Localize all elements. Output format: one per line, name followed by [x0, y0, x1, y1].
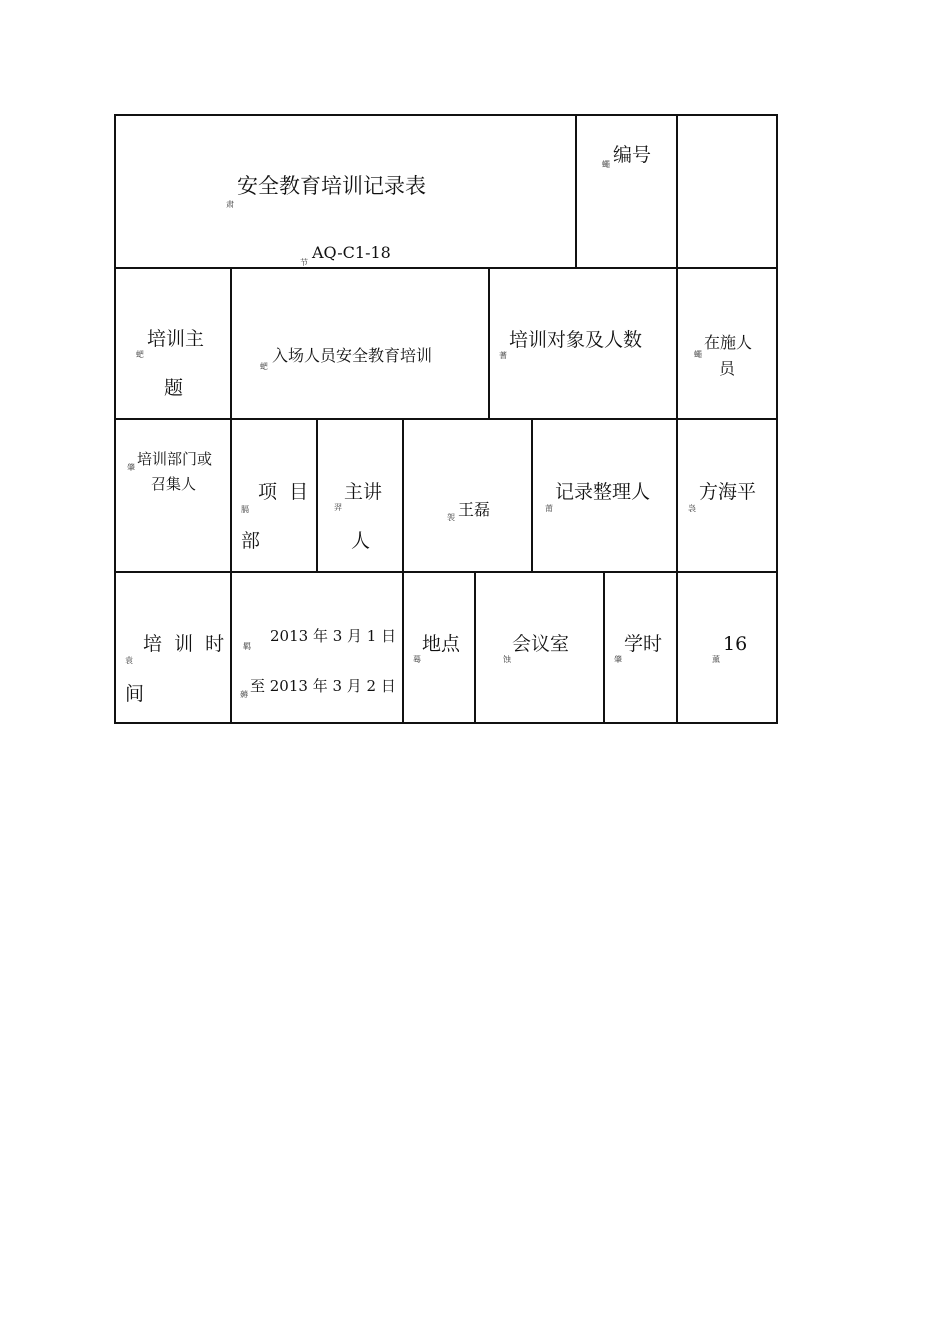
lecturer-label-cell: [316, 418, 404, 573]
time-label-line1: 培 训 时: [143, 633, 225, 655]
topic-label-cell: [114, 267, 232, 420]
recorder-mark: 莆: [545, 504, 553, 513]
hours-label: 学时: [624, 633, 663, 655]
time-value-cell: [230, 571, 404, 724]
target-mark: 蓍: [499, 351, 507, 360]
number-mark: 蠅: [602, 160, 610, 169]
topic-mark: 蚆: [136, 350, 144, 359]
topic-label-line1: 培训主: [147, 328, 205, 350]
topic-value-cell: [230, 267, 490, 420]
code-mark: 节: [300, 258, 308, 267]
lecturer-mark: 羿: [334, 503, 342, 512]
lecturer-label-line1: 主讲: [344, 481, 383, 503]
topic-label-line2: 题: [164, 377, 184, 399]
time-value-line1: 2013 年 3 月 1 日: [270, 627, 397, 645]
hours-label-cell: [603, 571, 678, 724]
time-label-cell: [114, 571, 232, 724]
hours-value-cell: [676, 571, 778, 724]
dept-label-cell: [114, 418, 232, 573]
target-value-line2: 员: [719, 359, 736, 378]
target-label-cell: [488, 267, 678, 420]
dept-value-mark: 膈: [241, 505, 249, 514]
hours-value-mark: 薰: [712, 655, 720, 664]
form-title: 安全教育培训记录表: [237, 174, 426, 198]
hours-value: 16: [723, 633, 748, 655]
place-value: 会议室: [512, 633, 570, 655]
recorder-label: 记录整理人: [555, 481, 651, 503]
recorder-value: 方海平: [699, 481, 757, 503]
number-label-cell: [575, 114, 678, 269]
time-mark: 袁: [125, 656, 133, 665]
lecturer-value: 王磊: [458, 500, 491, 519]
recorder-value-cell: [676, 418, 778, 573]
dept-mark: 肇: [127, 463, 135, 472]
place-label-cell: [402, 571, 476, 724]
place-value-cell: [474, 571, 605, 724]
lecturer-value-mark: 袈: [447, 513, 455, 522]
number-value-cell: [676, 114, 778, 269]
topic-value: 入场人员安全教育培训: [272, 346, 433, 365]
form-code: AQ-C1-18: [312, 243, 391, 262]
place-value-mark: 蚀: [503, 655, 511, 664]
topic-value-mark: 蚆: [260, 362, 268, 371]
time-value-line1-mark: 羁: [243, 642, 251, 651]
time-value-line2-mark: 薅: [240, 690, 248, 699]
dept-value-cell: [230, 418, 318, 573]
time-value-line2: 至 2013 年 3 月 2 日: [250, 677, 396, 695]
target-value-cell: [676, 267, 778, 420]
number-label: 编号: [613, 144, 652, 166]
lecturer-label-line2: 人: [351, 530, 371, 552]
target-value-mark: 蠅: [694, 350, 702, 359]
time-label-line2: 间: [125, 683, 145, 705]
lecturer-value-cell: [402, 418, 533, 573]
dept-label-line2: 召集人: [151, 475, 197, 493]
target-label: 培训对象及人数: [509, 329, 643, 351]
dept-value-line2: 部: [241, 530, 261, 552]
hours-mark: 肇: [614, 655, 622, 664]
target-value-line1: 在施人: [704, 333, 753, 352]
title-cell: [114, 114, 577, 269]
recorder-label-cell: [531, 418, 678, 573]
dept-value-line1: 项 目: [258, 481, 309, 503]
dept-label-line1: 培训部门或: [137, 450, 213, 468]
place-mark: 蓦: [413, 655, 421, 664]
recorder-value-mark: 袅: [688, 504, 696, 513]
title-mark: 肃: [226, 200, 234, 209]
place-label: 地点: [422, 633, 461, 655]
